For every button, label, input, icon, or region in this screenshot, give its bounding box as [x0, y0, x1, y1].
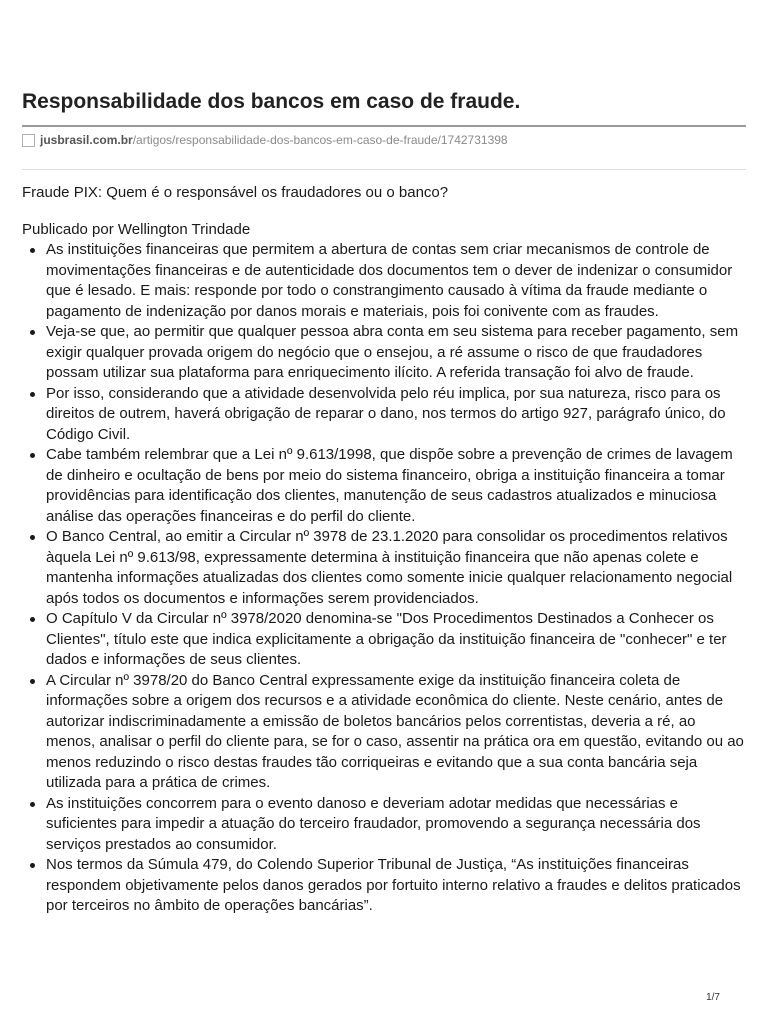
- list-item: O Banco Central, ao emitir a Circular nº 3978 de 23.1.2020 para consolidar os procedimentos relativos àquela Lei nº 9.613/98, expressamente determina à instituição financeira que não apenas colete e mantenha informações atualizadas dos clientes como somente inicie qualquer relacionamento negocial após todos os documentos e informações serem providenciados.: [46, 527, 746, 609]
- source-path: /artigos/responsabilidade-dos-bancos-em-caso-de-fraude/1742731398: [132, 133, 508, 147]
- list-item: As instituições financeiras que permitem a abertura de contas sem criar mecanismos de controle de movimentações financeiras e de autenticidade dos documentos tem o dever de indenizar o consumidor que é lesado. E mais: responde por todo o constrangimento causado à vítima da fraude mediante o pagamento de indenização por danos morais e materiais, pois foi conivente com as fraudes.: [46, 240, 746, 322]
- article-byline: Publicado por Wellington Trindade: [22, 220, 251, 238]
- list-item: Nos termos da Súmula 479, do Colendo Superior Tribunal de Justiça, “As instituições financeiras respondem objetivamente pelos danos gerados por fortuito interno relativo a fraudes e delitos praticados por terceiros no âmbito de operações bancárias”.: [46, 855, 746, 917]
- favicon-placeholder-icon: [22, 134, 35, 147]
- source-link[interactable]: [22, 131, 508, 149]
- page-number: 1/7: [706, 992, 720, 1003]
- list-item: Cabe também relembrar que a Lei nº 9.613/1998, que dispõe sobre a prevenção de crimes de lavagem de dinheiro e ocultação de bens por meio do sistema financeiro, obriga a instituição financeira a tomar providências para identificação dos clientes, manutenção de seus cadastros atualizados e minuciosa análise das operações financeiras e do perfil do cliente.: [46, 445, 746, 527]
- list-item: A Circular nº 3978/20 do Banco Central expressamente exige da instituição financeira coleta de informações sobre a origem dos recursos e a atividade econômica do cliente. Neste cenário, antes de autorizar indiscriminadamente a emissão de boletos bancários pelos correntistas, deveria a ré, ao menos, analisar o perfil do cliente para, se for o caso, assentir na prática ora em questão, evitando ou ao menos reduzindo o risco destas fraudes tão corriqueiras e evitando que a sua conta bancária seja utilizada para a prática de crimes.: [46, 671, 746, 794]
- article-body: [22, 183, 746, 917]
- title-divider: [22, 125, 746, 127]
- source-domain: jusbrasil.com.br: [40, 133, 133, 147]
- source-divider: [22, 169, 746, 170]
- article-subtitle: Fraude PIX: Quem é o responsável os fraudadores ou o banco?: [22, 184, 449, 201]
- list-item: Por isso, considerando que a atividade desenvolvida pelo réu implica, por sua natureza, risco para os direitos de outrem, haverá obrigação de reparar o dano, nos termos do artigo 927, parágrafo único, do Código Civil.: [46, 384, 746, 446]
- list-item: As instituições concorrem para o evento danoso e deveriam adotar medidas que necessárias e suficientes para impedir a atuação do terceiro fraudador, promovendo a segurança necessária dos serviços prestados ao consumidor.: [46, 794, 746, 856]
- article-title: Responsabilidade dos bancos em caso de fraude.: [22, 90, 521, 113]
- list-item: Veja-se que, ao permitir que qualquer pessoa abra conta em seu sistema para receber pagamento, sem exigir qualquer provada origem do negócio que o ensejou, a ré assume o risco de que fraudadores possam utilizar sua plataforma para enriquecimento ilícito. A referida transação foi alvo de fraude.: [46, 322, 746, 384]
- list-item: O Capítulo V da Circular nº 3978/2020 denomina-se "Dos Procedimentos Destinados a Conhecer os Clientes", título este que indica explicitamente a obrigação da instituição financeira de "conhecer" e ter dados e informações de seus clientes.: [46, 609, 746, 671]
- bullet-list: [22, 240, 746, 917]
